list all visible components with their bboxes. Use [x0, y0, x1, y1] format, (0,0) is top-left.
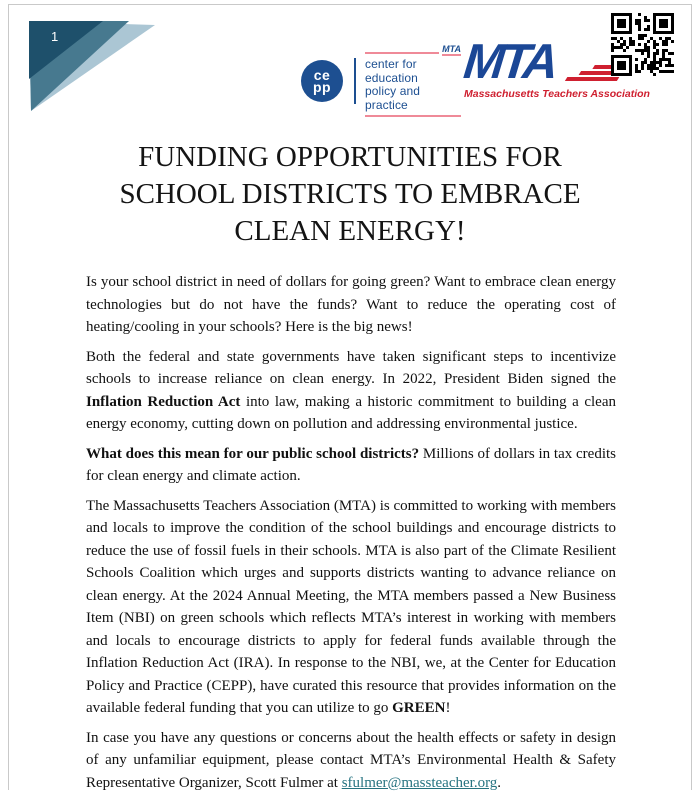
- text-run: In case you have any questions or concerns about the health effects or safety in design of any unfamiliar equipment, please contact MTA’s Environmental Health & Safety Representative Organizer, Scott Fulmer at: [86, 729, 616, 791]
- mta-mini-logo: MTA: [442, 44, 461, 54]
- cepp-pink-rule-bottom: [365, 115, 461, 117]
- body-paragraphs: [86, 271, 616, 801]
- document-title: [9, 139, 691, 250]
- mta-wordmark: MTA: [461, 35, 558, 89]
- text-run: Inflation Reduction Act: [86, 393, 241, 410]
- text-run: !: [445, 700, 451, 716]
- paragraph: [86, 495, 616, 720]
- cepp-logo-divider: [354, 58, 356, 104]
- paragraph: [86, 443, 616, 488]
- cepp-wordmark: [365, 45, 461, 117]
- cepp-top-rule: [365, 45, 461, 56]
- text-run: What does this mean for our public school districts?: [86, 445, 420, 462]
- qr-code: [611, 13, 674, 76]
- corner-decoration-graphic: [29, 21, 159, 111]
- title-line-3: CLEAN ENERGY!: [234, 215, 466, 247]
- text-run: Millions of dollars in tax credits for clean energy and climate action.: [86, 445, 616, 484]
- text-run: .: [497, 774, 502, 791]
- mta-tagline: Massachusetts Teachers Association: [464, 88, 650, 100]
- cepp-monogram-icon: [301, 60, 343, 102]
- cepp-name-line2: policy and practice: [365, 84, 421, 112]
- cepp-logo: [301, 45, 461, 117]
- paragraph: [86, 346, 616, 436]
- paragraph: [86, 727, 616, 795]
- text-run: into law, making a historic commitment to building a clean energy economy, cutting down on pollution and addressing environmental justice.: [86, 393, 616, 432]
- page-number: 1: [51, 29, 59, 44]
- cepp-name-line1: center for education: [365, 57, 418, 85]
- text-run: GREEN: [392, 700, 446, 716]
- text-run: The Massachusetts Teachers Association (MTA) is committed to working with members and locals to improve the condition of the school buildings and encourage districts to reduce the use of fossil fuels in their schools. MTA is also part of the Climate Resilient Schools Coalition which urges and supports districts wanting to advance reliance on clean energy. At the 2024 Annual Meeting, the MTA members passed a New Business Item (NBI) on green schools which reflects MTA’s interest in working with members and locals to encourage districts to apply for federal funds available through the Inflation Reduction Act (IRA). In response to the NBI, we, at the Center for Education Policy and Practice (CEPP), have curated this resource that provides information on the available federal funding that you can utilize to go: [86, 497, 616, 716]
- mta-logo: [461, 35, 650, 107]
- text-run: Is your school district in need of dollars for going green? Want to embrace clean energy technologies but do not have the funds? Want to reduce the operating cost of heating/cooling in your schools? Here is the big news!: [86, 274, 616, 335]
- cepp-pink-rule-top: [365, 52, 439, 54]
- title-line-2: SCHOOL DISTRICTS TO EMBRACE: [119, 178, 581, 210]
- cepp-monogram-top: ce: [313, 67, 331, 83]
- title-line-1: FUNDING OPPORTUNITIES FOR: [138, 141, 562, 173]
- corner-decoration: [29, 21, 159, 111]
- document-page: [8, 4, 692, 790]
- paragraph: [86, 271, 616, 339]
- cepp-monogram-bottom: pp: [312, 79, 332, 95]
- email-link[interactable]: sfulmer@massteacher.org: [341, 774, 498, 791]
- text-run: Both the federal and state governments have taken significant steps to incentivize schools to increase reliance on clean energy. In 2022, President Biden signed the: [86, 348, 616, 387]
- mta-stripe: [565, 77, 619, 81]
